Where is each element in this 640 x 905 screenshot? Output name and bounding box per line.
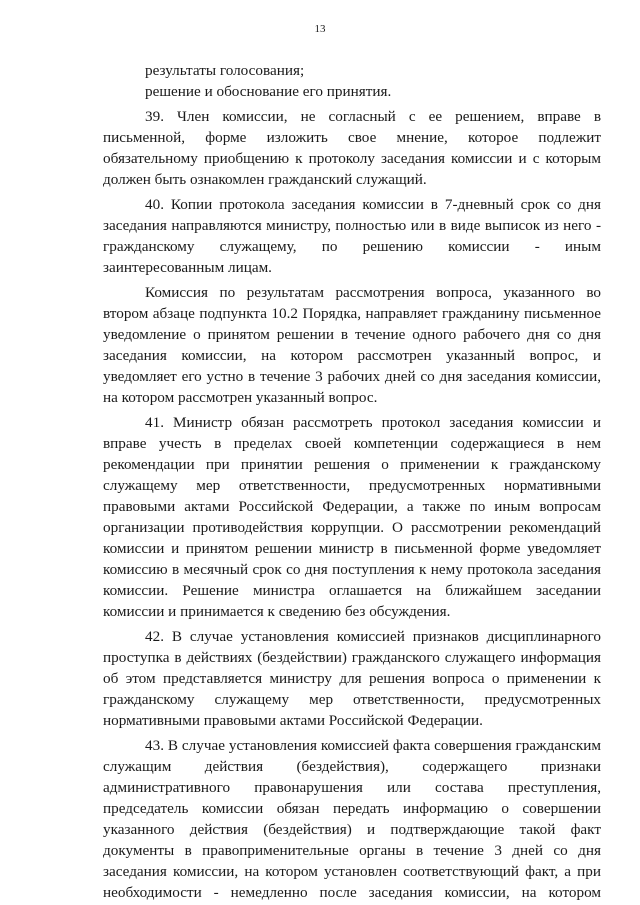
text-line: комиссии. Решение министра оглашается на ближайшем заседании xyxy=(103,582,601,599)
text-line: втором абзаце подпункта 10.2 Порядка, направляет гражданину письменное xyxy=(103,305,601,322)
text-line: Комиссия по результатам рассмотрения вопроса, указанного во xyxy=(145,284,601,301)
text-line: заседания направляются министру, полностью или в виде выписок из него - xyxy=(103,217,601,234)
text-line: заседания комиссии, на котором установлен соответствующий факт, а при xyxy=(103,863,601,880)
text-line: проступка в действиях (бездействии) гражданского служащего информация xyxy=(103,649,601,666)
text-line: 41. Министр обязан рассмотреть протокол заседания комиссии и xyxy=(145,414,601,431)
paragraph xyxy=(103,412,601,622)
text-line: комиссии и принятом решении министр в письменной форме уведомляет xyxy=(103,540,601,557)
text-line: должен быть ознакомлен гражданский служащий. xyxy=(103,171,427,188)
paragraph xyxy=(103,626,601,731)
text-line: гражданскому служащему мер ответственности, предусмотренных xyxy=(103,691,601,708)
text-line: на котором рассмотрен указанный вопрос. xyxy=(103,389,378,406)
text-line: административного правонарушения или состава преступления, xyxy=(103,779,601,796)
paragraph xyxy=(103,60,601,102)
text-line: 43. В случае установления комиссией факта совершения гражданским xyxy=(145,737,601,754)
text-line: служащим действия (бездействия), содержащего признаки xyxy=(103,758,601,775)
text-line: вправе учесть в пределах своей компетенции содержащиеся в нем xyxy=(103,435,601,452)
document-body xyxy=(103,60,601,903)
text-line: нормативными правовыми актами Российской Федерации. xyxy=(103,712,483,729)
text-line: письменной, форме изложить свое мнение, которое подлежит xyxy=(103,129,601,146)
paragraph xyxy=(103,735,601,903)
text-line: заседания комиссии, на котором рассмотрен указанный вопрос, и xyxy=(103,347,601,364)
text-line: уведомление о принятом решении в течение одного рабочего дня со дня xyxy=(103,326,601,343)
paragraph xyxy=(103,282,601,408)
text-line: 40. Копии протокола заседания комиссии в 7-дневный срок со дня xyxy=(145,196,601,213)
text-line: организации противодействия коррупции. О рассмотрении рекомендаций xyxy=(103,519,601,536)
text-line: комиссию в месячный срок со дня поступления к нему протокола заседания xyxy=(103,561,601,578)
text-line: решение и обоснование его принятия. xyxy=(145,83,392,100)
text-line: рекомендации при принятии решения о применении к гражданскому xyxy=(103,456,601,473)
text-line: 39. Член комиссии, не согласный с ее решением, вправе в xyxy=(145,108,601,125)
text-line: необходимости - немедленно после заседания комиссии, на котором xyxy=(103,884,601,901)
text-line: гражданскому служащему, по решению комиссии - иным xyxy=(103,238,601,255)
text-line: служащему мер ответственности, предусмотренных нормативными xyxy=(103,477,601,494)
text-line: 42. В случае установления комиссией признаков дисциплинарного xyxy=(145,628,601,645)
text-line: указанного действия (бездействия) и подтверждающие такой факт xyxy=(103,821,601,838)
page-number: 13 xyxy=(314,23,326,35)
text-line: результаты голосования; xyxy=(145,62,305,79)
text-line: обязательному приобщению к протоколу заседания комиссии и с которым xyxy=(103,150,601,167)
text-line: уведомляет его устно в течение 3 рабочих дней со дня заседания комиссии, xyxy=(103,368,601,385)
paragraph xyxy=(103,194,601,278)
text-line: правовыми актами Российской Федерации, а также по иным вопросам xyxy=(103,498,601,515)
text-line: председатель комиссии обязан передать информацию о совершении xyxy=(103,800,601,817)
text-line: документы в правоприменительные органы в течение 3 дней со дня xyxy=(103,842,601,859)
text-line: об этом представляется министру для решения вопроса о применении к xyxy=(103,670,601,687)
text-line: комиссии и принимается к сведению без обсуждения. xyxy=(103,603,451,620)
text-line: заинтересованным лицам. xyxy=(103,259,272,276)
paragraph xyxy=(103,106,601,190)
